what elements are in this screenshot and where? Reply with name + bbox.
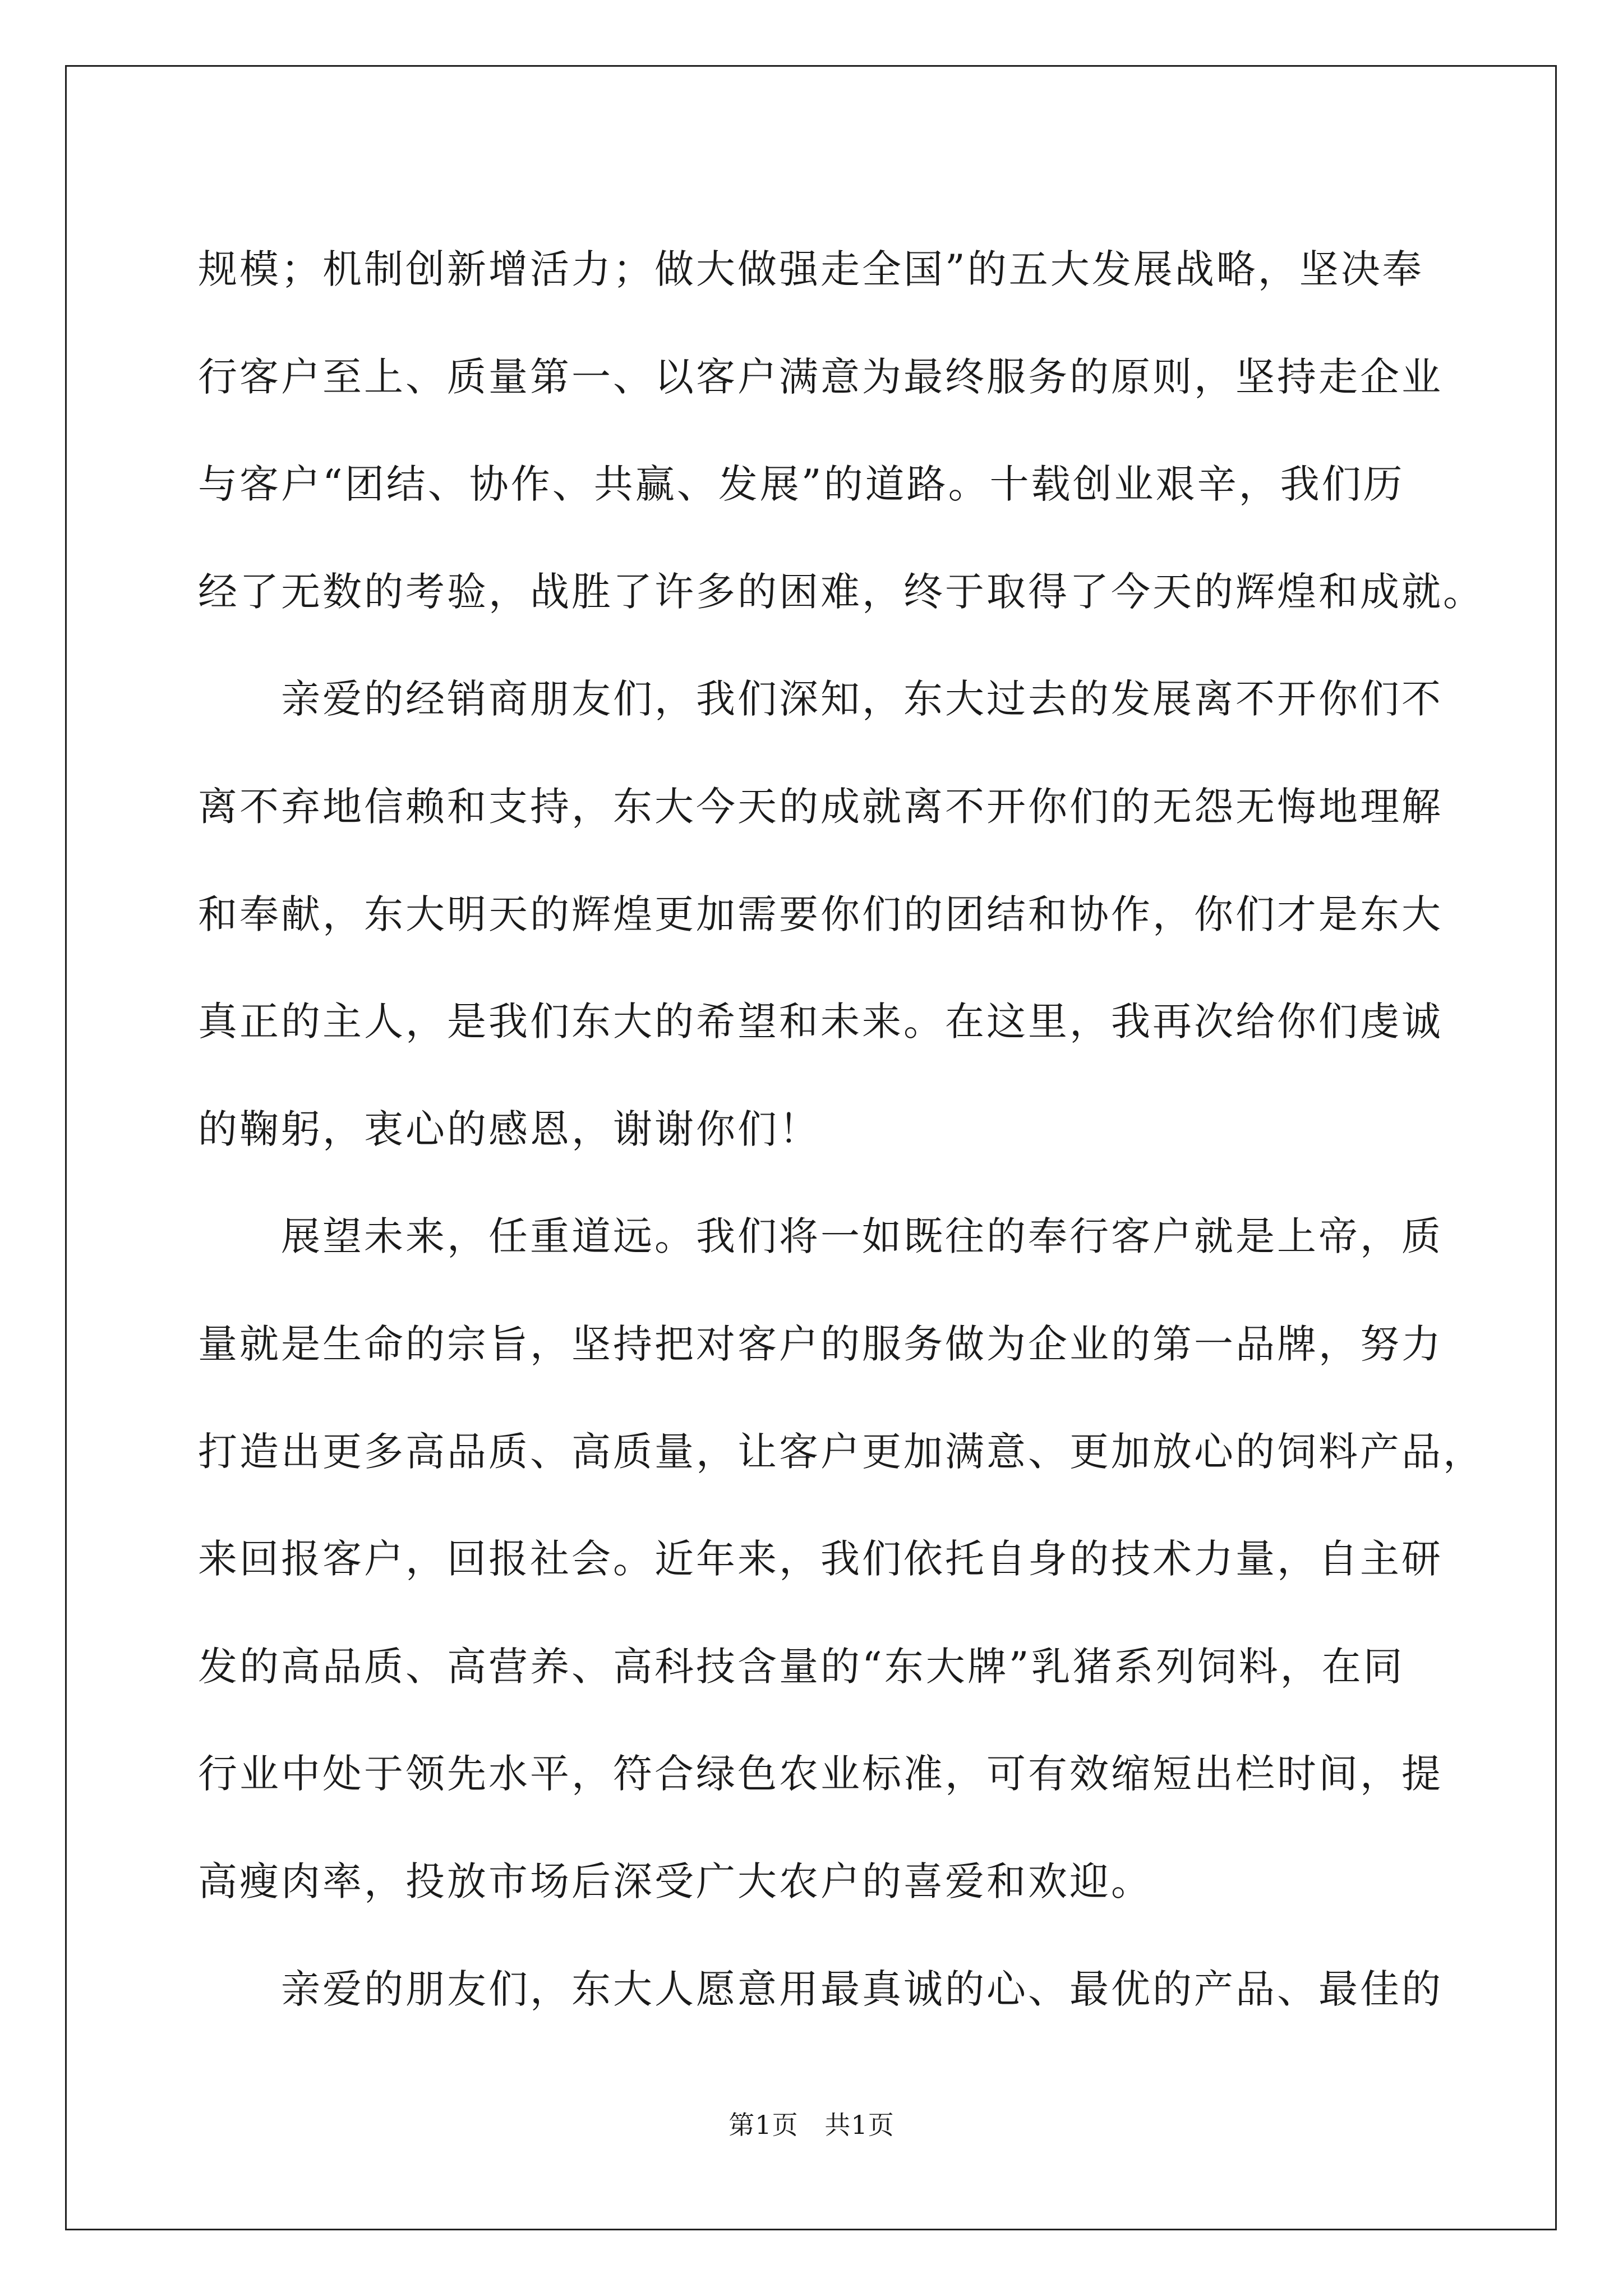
text-line: 来回报客户，回报社会。近年来，我们依托自身的技术力量，自主研 bbox=[198, 1536, 1443, 1582]
text-line: 量就是生命的宗旨，坚持把对客户的服务做为企业的第一品牌，努力 bbox=[198, 1320, 1443, 1367]
text-line: 经了无数的考验，战胜了许多的困难，终于取得了今天的辉煌和成就。 bbox=[198, 568, 1484, 615]
text-line: 规模；机制创新增活力；做大做强走全国”的五大发展战略，坚决奉 bbox=[198, 246, 1424, 292]
paragraph-first-line: 展望未来，任重道远。我们将一如既往的奉行客户就是上帝，质 bbox=[281, 1213, 1443, 1260]
text-line: 离不弃地信赖和支持，东大今天的成就离不开你们的无怨无悔地理解 bbox=[198, 783, 1443, 830]
text-line: 发的高品质、高营养、高科技含量的“东大牌”乳猪系列饲料，在同 bbox=[198, 1643, 1405, 1690]
text-line: 真正的主人，是我们东大的希望和未来。在这里，我再次给你们虔诚 bbox=[198, 999, 1443, 1045]
document-body bbox=[198, 216, 1484, 2043]
text-line: 高瘦肉率，投放市场后深受广大农户的喜爱和欢迎。 bbox=[198, 1858, 1152, 1904]
text-line: 行客户至上、质量第一、以客户满意为最终服务的原则，坚持走企业 bbox=[198, 353, 1443, 400]
page-footer: 第1页 共1页 bbox=[728, 2110, 895, 2140]
text-line: 的鞠躬，衷心的感恩，谢谢你们！ bbox=[198, 1106, 820, 1152]
paragraph-first-line: 亲爱的经销商朋友们，我们深知，东大过去的发展离不开你们不 bbox=[281, 676, 1443, 723]
paragraph-first-line: 亲爱的朋友们，东大人愿意用最真诚的心、最优的产品、最佳的 bbox=[281, 1966, 1443, 2012]
text-line: 打造出更多高品质、高质量，让客户更加满意、更加放心的饲料产品， bbox=[198, 1428, 1484, 1475]
text-line: 和奉献，东大明天的辉煌更加需要你们的团结和协作，你们才是东大 bbox=[198, 891, 1443, 937]
text-line: 与客户“团结、协作、共赢、发展”的道路。十载创业艰辛，我们历 bbox=[198, 461, 1405, 508]
text-line: 行业中处于领先水平，符合绿色农业标准，可有效缩短出栏时间，提 bbox=[198, 1751, 1443, 1797]
